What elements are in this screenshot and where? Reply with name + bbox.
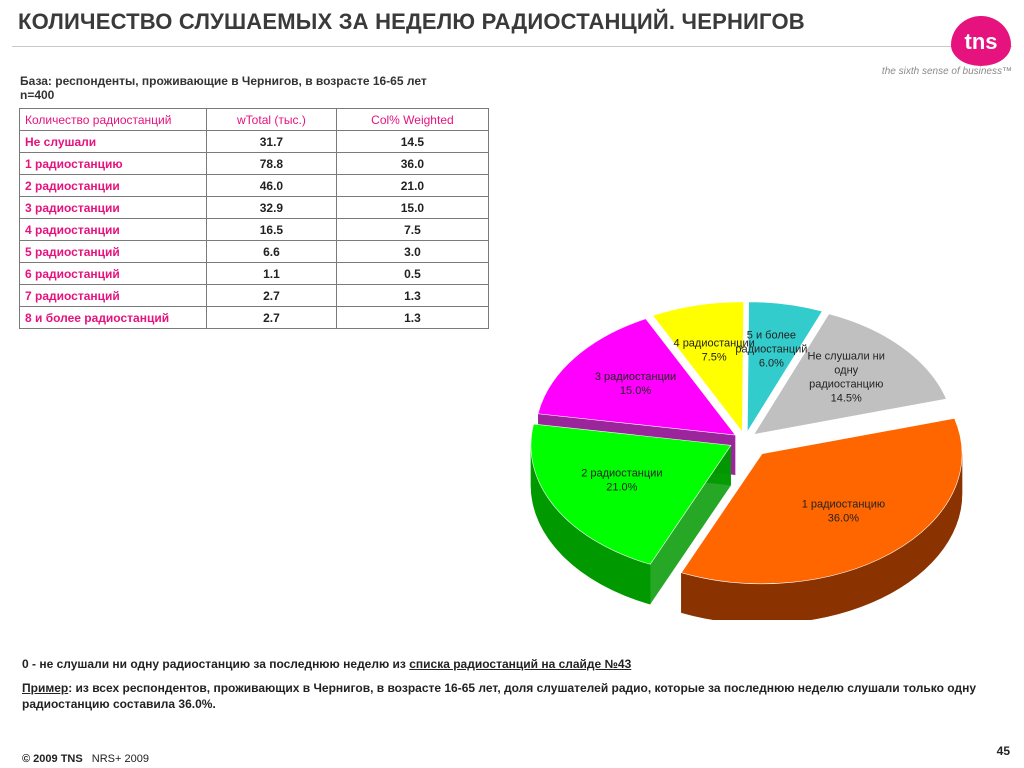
row-wtotal: 78.8 bbox=[207, 153, 337, 175]
table-row bbox=[20, 219, 489, 241]
col-header-wtotal: wTotal (тыс.) bbox=[207, 109, 337, 131]
slice-label: 5 и более радиостанций 6.0% bbox=[735, 329, 808, 370]
slice-label: 3 радиостанции 15.0% bbox=[594, 371, 677, 398]
copyright: © 2009 TNS bbox=[22, 753, 83, 765]
example-label: Пример bbox=[22, 681, 69, 695]
row-label: 5 радиостанций bbox=[20, 241, 207, 263]
col-header-colpct: Col% Weighted bbox=[336, 109, 488, 131]
row-label: Не слушали bbox=[20, 131, 207, 153]
table-row bbox=[20, 285, 489, 307]
table-row bbox=[20, 153, 489, 175]
row-colpct: 36.0 bbox=[336, 153, 488, 175]
tns-logo: tns bbox=[951, 16, 1011, 66]
row-wtotal: 6.6 bbox=[207, 241, 337, 263]
radio-count-pie-chart bbox=[520, 290, 970, 620]
page-title: КОЛИЧЕСТВО СЛУШАЕМЫХ ЗА НЕДЕЛЮ РАДИОСТАНЦИЙ. ЧЕРНИГОВ bbox=[18, 9, 805, 34]
example-note bbox=[22, 680, 1002, 712]
sample-base-line: База: респонденты, проживающие в Чернигов, в возрасте 16-65 лет bbox=[20, 74, 427, 88]
row-colpct: 14.5 bbox=[336, 131, 488, 153]
row-label: 3 радиостанции bbox=[20, 197, 207, 219]
example-text: : из всех респондентов, проживающих в Чернигов, в возрасте 16-65 лет, доля слушателей радио, которые за последнюю неделю слушали только одну радиостанцию составила 36.0%. bbox=[22, 681, 976, 711]
table-row bbox=[20, 263, 489, 285]
row-colpct: 15.0 bbox=[336, 197, 488, 219]
row-label: 7 радиостанций bbox=[20, 285, 207, 307]
row-colpct: 3.0 bbox=[336, 241, 488, 263]
table-row bbox=[20, 131, 489, 153]
title-divider bbox=[12, 46, 1012, 47]
row-wtotal: 1.1 bbox=[207, 263, 337, 285]
slice-label: 4 радиостанции 7.5% bbox=[673, 337, 755, 364]
slice-label: 2 радиостанции 21.0% bbox=[581, 467, 663, 494]
table-row bbox=[20, 241, 489, 263]
footnote-text: 0 - не слушали ни одну радиостанцию за последнюю неделю из bbox=[22, 657, 410, 671]
row-wtotal: 2.7 bbox=[207, 307, 337, 329]
row-colpct: 0.5 bbox=[336, 263, 488, 285]
sample-base bbox=[20, 74, 427, 102]
table-header-row bbox=[20, 109, 489, 131]
row-colpct: 7.5 bbox=[336, 219, 488, 241]
radio-count-table bbox=[19, 108, 489, 329]
table-row bbox=[20, 307, 489, 329]
footer bbox=[22, 753, 149, 765]
row-label: 8 и более радиостанций bbox=[20, 307, 207, 329]
slice-label: Не слушали ни одну радиостанцию 14.5% bbox=[807, 350, 885, 405]
sample-size: n=400 bbox=[20, 88, 55, 102]
row-label: 6 радиостанций bbox=[20, 263, 207, 285]
table-row bbox=[20, 175, 489, 197]
row-wtotal: 32.9 bbox=[207, 197, 337, 219]
footnote-zero bbox=[22, 657, 631, 671]
col-header-count: Количество радиостанций bbox=[20, 109, 207, 131]
row-colpct: 1.3 bbox=[336, 307, 488, 329]
row-colpct: 21.0 bbox=[336, 175, 488, 197]
table-row bbox=[20, 197, 489, 219]
row-wtotal: 2.7 bbox=[207, 285, 337, 307]
page-number: 45 bbox=[996, 744, 1010, 758]
row-wtotal: 31.7 bbox=[207, 131, 337, 153]
row-label: 4 радиостанции bbox=[20, 219, 207, 241]
row-label: 2 радиостанции bbox=[20, 175, 207, 197]
logo-tagline: the sixth sense of business™ bbox=[881, 66, 1012, 77]
row-colpct: 1.3 bbox=[336, 285, 488, 307]
row-label: 1 радиостанцию bbox=[20, 153, 207, 175]
row-wtotal: 16.5 bbox=[207, 219, 337, 241]
row-wtotal: 46.0 bbox=[207, 175, 337, 197]
station-list-link[interactable]: списка радиостанций на слайде №43 bbox=[409, 657, 632, 671]
source-note: NRS+ 2009 bbox=[91, 753, 149, 765]
slice-label: 1 радиостанцию 36.0% bbox=[801, 498, 886, 525]
